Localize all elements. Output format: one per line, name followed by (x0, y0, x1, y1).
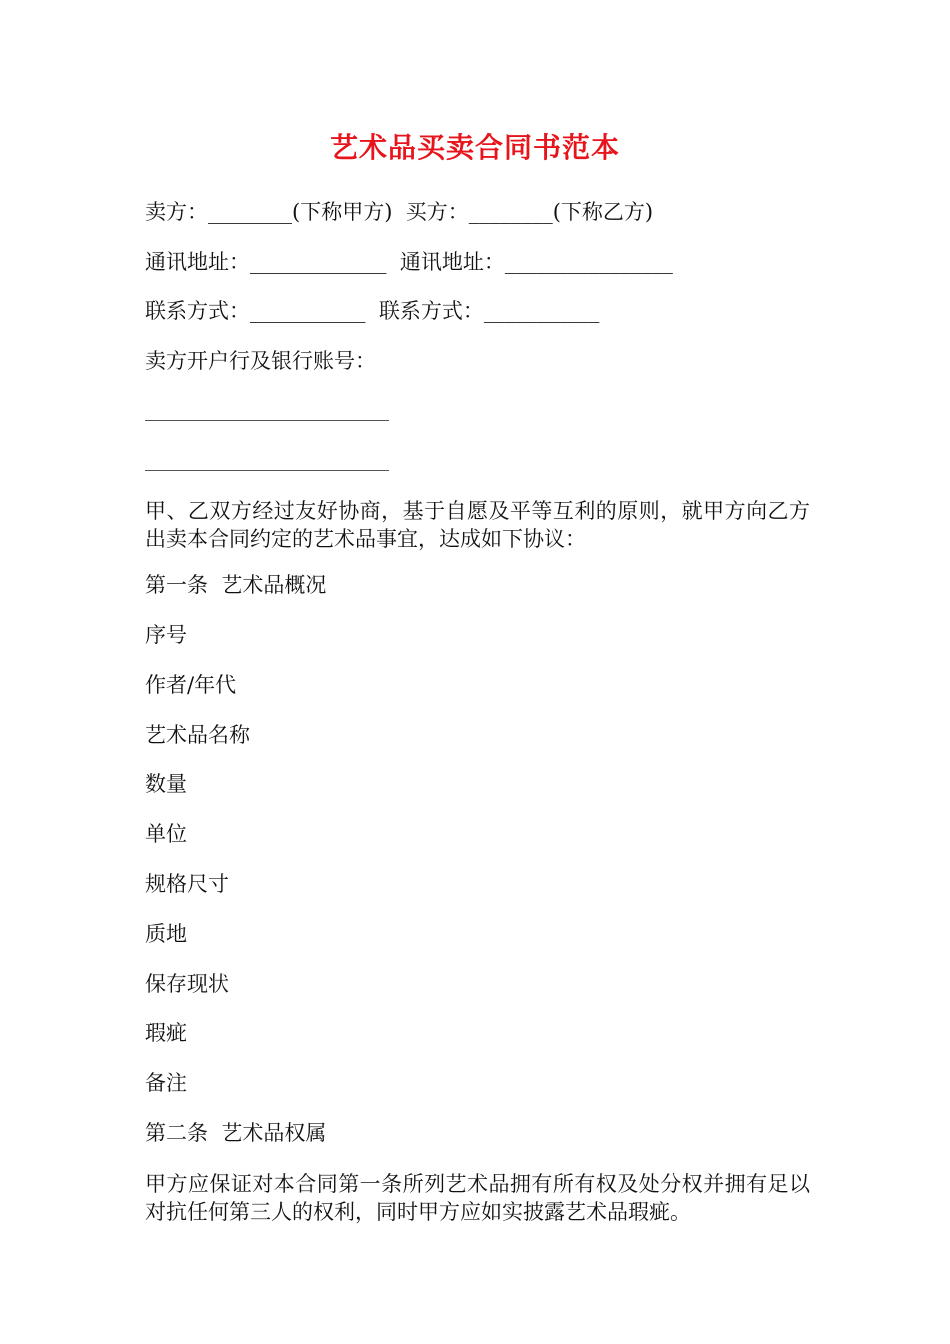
intro-paragraph: 甲、乙双方经过友好协商，基于自愿及平等互利的原则，就甲方向乙方出卖本合同约定的艺术品事宜，达成如下协议： (145, 499, 810, 551)
article-1-title: 第一条 艺术品概况 (145, 573, 327, 597)
field-artwork-name: 艺术品名称 (145, 723, 250, 747)
bank-blank-line-2 (145, 470, 389, 471)
field-material: 质地 (145, 922, 187, 946)
address-line: 通讯地址：_____________ 通讯地址：________________ (145, 250, 673, 274)
bank-account-label: 卖方开户行及银行账号： (145, 349, 376, 373)
bank-blank-line-1 (145, 420, 389, 421)
field-remarks: 备注 (145, 1071, 187, 1095)
seller-buyer-line: 卖方：________(下称甲方) 买方：________(下称乙方) (145, 200, 654, 224)
field-dimensions: 规格尺寸 (145, 872, 229, 896)
field-serial-number: 序号 (145, 623, 187, 647)
field-condition: 保存现状 (145, 972, 229, 996)
field-quantity: 数量 (145, 772, 187, 796)
document-title: 艺术品买卖合同书范本 (329, 131, 620, 164)
field-unit: 单位 (145, 822, 187, 846)
field-author-era: 作者/年代 (145, 673, 237, 697)
field-defects: 瑕疵 (145, 1021, 187, 1045)
contact-line: 联系方式：___________ 联系方式：___________ (145, 299, 600, 323)
article-2-title: 第二条 艺术品权属 (145, 1121, 327, 1145)
article-2-paragraph: 甲方应保证对本合同第一条所列艺术品拥有所有权及处分权并拥有足以对抗任何第三人的权利，同时甲方应如实披露艺术品瑕疵。 (145, 1172, 810, 1224)
